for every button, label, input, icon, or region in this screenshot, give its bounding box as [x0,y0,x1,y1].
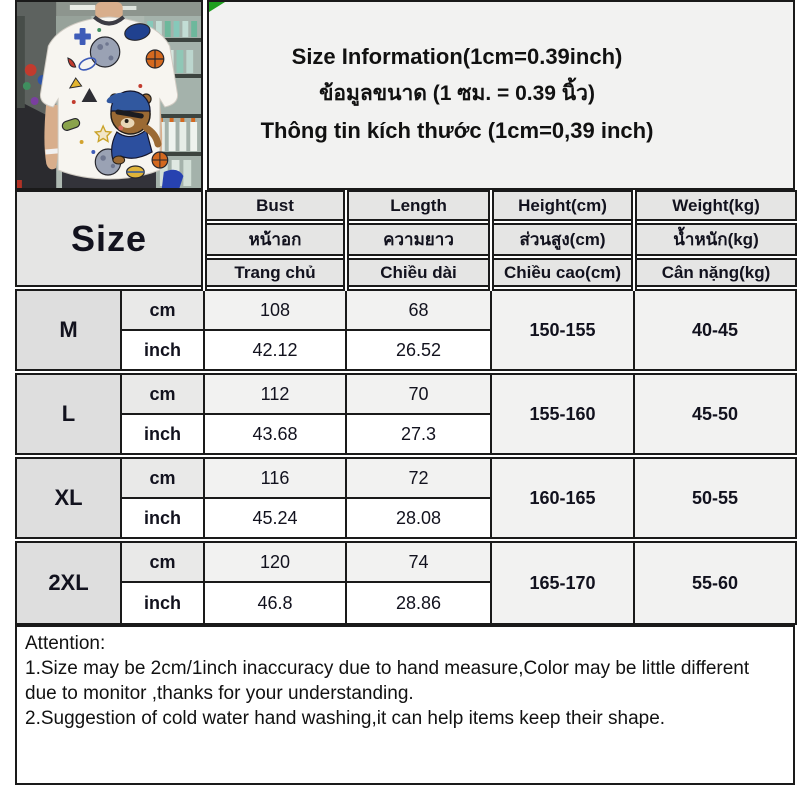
length-cm-value: 72 [346,456,491,498]
attention-box [15,625,795,785]
attention-heading: Attention: [25,633,106,654]
col-header-length-en: Length [346,191,491,222]
height-range: 165-170 [491,540,634,624]
weight-range: 50-55 [634,456,796,540]
corner-fold-icon [209,2,225,12]
length-inch-value: 26.52 [346,330,491,372]
attention-note-2: 2.Suggestion of cold water hand washing,it can help items keep their shape. [25,708,666,729]
table-row [16,288,796,330]
unit-label-inch: inch [121,498,204,540]
col-header-length-vi: Chiều dài [346,257,491,288]
col-header-height-vi: Chiều cao(cm) [491,257,634,288]
bust-inch-value: 43.68 [204,414,346,456]
size-label: L [16,372,121,456]
length-inch-value: 28.08 [346,498,491,540]
title-vi: Thông tin kích thước (1cm=0,39 inch) [260,118,654,143]
unit-label-inch: inch [121,582,204,624]
bust-cm-value: 108 [204,288,346,330]
size-label: M [16,288,121,372]
unit-label-cm: cm [121,540,204,582]
length-cm-value: 70 [346,372,491,414]
bust-cm-value: 120 [204,540,346,582]
col-header-bust-en: Bust [204,191,346,222]
weight-range: 45-50 [634,372,796,456]
table-row [16,372,796,414]
size-label: XL [16,456,121,540]
col-header-weight-vi: Cân nặng(kg) [634,257,796,288]
col-header-weight-en: Weight(kg) [634,191,796,222]
unit-label-cm: cm [121,372,204,414]
bust-cm-value: 116 [204,456,346,498]
unit-label-inch: inch [121,330,204,372]
col-header-height-en: Height(cm) [491,191,634,222]
bust-cm-value: 112 [204,372,346,414]
unit-label-cm: cm [121,288,204,330]
size-label: 2XL [16,540,121,624]
product-photo-illustration [17,2,201,188]
length-inch-value: 27.3 [346,414,491,456]
length-cm-value: 68 [346,288,491,330]
col-header-length-th: ความยาว [346,222,491,257]
title-box [207,0,795,190]
height-range: 155-160 [491,372,634,456]
unit-label-inch: inch [121,414,204,456]
size-table [15,190,797,625]
col-header-weight-th: น้ำหนัก(kg) [634,222,796,257]
height-range: 150-155 [491,288,634,372]
attention-note-1: 1.Size may be 2cm/1inch inaccuracy due to hand measure,Color may be little different due to monitor ,thanks for your understanding. [25,658,750,704]
col-header-bust-th: หน้าอก [204,222,346,257]
unit-label-cm: cm [121,456,204,498]
length-cm-value: 74 [346,540,491,582]
col-header-height-th: ส่วนสูง(cm) [491,222,634,257]
height-range: 160-165 [491,456,634,540]
table-row [16,540,796,582]
bust-inch-value: 46.8 [204,582,346,624]
col-header-bust-vi: Trang chủ [204,257,346,288]
top-section [15,0,795,190]
title-en: Size Information(1cm=0.39inch) [291,44,623,69]
bust-inch-value: 45.24 [204,498,346,540]
size-header-cell: Size [16,191,204,288]
weight-range: 55-60 [634,540,796,624]
product-photo [15,0,203,190]
length-inch-value: 28.86 [346,582,491,624]
title-th: ข้อมูลขนาด (1 ซม. = 0.39 นิ้ว) [319,82,595,105]
weight-range: 40-45 [634,288,796,372]
bust-inch-value: 42.12 [204,330,346,372]
table-row [16,456,796,498]
